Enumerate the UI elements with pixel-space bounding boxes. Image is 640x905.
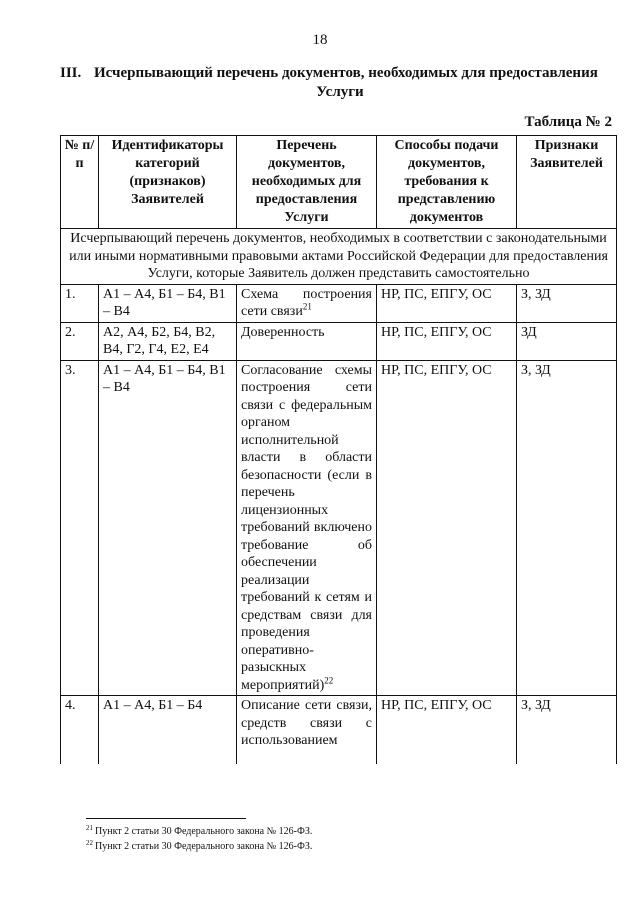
row-methods: НР, ПС, ЕПГУ, ОС <box>377 360 517 696</box>
footnote-mark: 22 <box>86 838 93 847</box>
row-ids: А1 – А4, Б1 – Б4 <box>99 696 237 765</box>
row-methods: НР, ПС, ЕПГУ, ОС <box>377 696 517 765</box>
span-row-text: Исчерпывающий перечень документов, необходимых в соответствии с законодательными или иными нормативными правовыми актами Российской Федерации для предоставления Услуги, которые Заявитель должен представить самостоятельно <box>61 229 617 285</box>
footnote-divider <box>86 818 246 819</box>
table-row <box>61 696 617 765</box>
footnote <box>86 824 312 839</box>
footnotes <box>86 824 312 854</box>
row-signs: З, ЗД <box>517 360 617 696</box>
row-doc-text: Схема построения сети связи <box>241 286 372 319</box>
header-ids: Идентификаторы категорий (признаков) Заявителей <box>99 136 237 229</box>
row-num: 3. <box>61 360 99 696</box>
header-signs: Признаки Заявителей <box>517 136 617 229</box>
footnote-ref: 21 <box>302 301 312 312</box>
row-ids: А1 – А4, Б1 – Б4, В1 – В4 <box>99 360 237 696</box>
row-methods: НР, ПС, ЕПГУ, ОС <box>377 284 517 322</box>
footnote <box>86 839 312 854</box>
row-ids: А2, А4, Б2, Б4, В2, В4, Г2, Г4, Е2, Е4 <box>99 322 237 360</box>
page-number: 18 <box>312 32 328 48</box>
header-docs: Перечень документов, необходимых для предоставления Услуги <box>237 136 377 229</box>
table-caption: Таблица № 2 <box>524 114 612 130</box>
row-methods: НР, ПС, ЕПГУ, ОС <box>377 322 517 360</box>
table-row <box>61 360 617 696</box>
row-signs: З, ЗД <box>517 284 617 322</box>
table-row <box>61 322 617 360</box>
row-doc <box>237 696 377 765</box>
footnote-mark: 21 <box>86 823 93 832</box>
row-signs: З, ЗД <box>517 696 617 765</box>
footnote-ref: 22 <box>324 674 334 685</box>
row-num: 1. <box>61 284 99 322</box>
row-doc <box>237 360 377 696</box>
row-signs: ЗД <box>517 322 617 360</box>
section-title-line2: Услуги <box>316 84 364 100</box>
footnote-text: Пункт 2 статьи 30 Федерального закона № 126-ФЗ. <box>95 841 313 852</box>
row-num: 2. <box>61 322 99 360</box>
row-doc <box>237 284 377 322</box>
row-ids: А1 – А4, Б1 – Б4, В1 – В4 <box>99 284 237 322</box>
row-doc-text: Доверенность <box>241 324 325 340</box>
row-doc <box>237 322 377 360</box>
footnote-text: Пункт 2 статьи 30 Федерального закона № 126-ФЗ. <box>95 826 313 837</box>
header-num: № п/п <box>61 136 99 229</box>
table-span-row <box>61 229 617 285</box>
table-row <box>61 284 617 322</box>
row-num: 4. <box>61 696 99 765</box>
section-numeral: III. <box>60 65 82 81</box>
section-title-line1: Исчерпывающий перечень документов, необходимых для предоставления <box>94 65 598 81</box>
table-header-row <box>61 136 617 229</box>
row-doc-text: Согласование схемы построения сети связи с федеральным органом исполнительной власти в области безопасности (если в перечень лицензионных требований включено требование об обеспечении реализации требований к сетям и средствам связи для проведения оперативно-разыскных мероприятий) <box>241 362 372 693</box>
row-doc-text: Описание сети связи, средств связи с использованием <box>241 698 372 748</box>
header-methods: Способы подачи документов, требования к представлению документов <box>377 136 517 229</box>
documents-table <box>60 135 617 764</box>
